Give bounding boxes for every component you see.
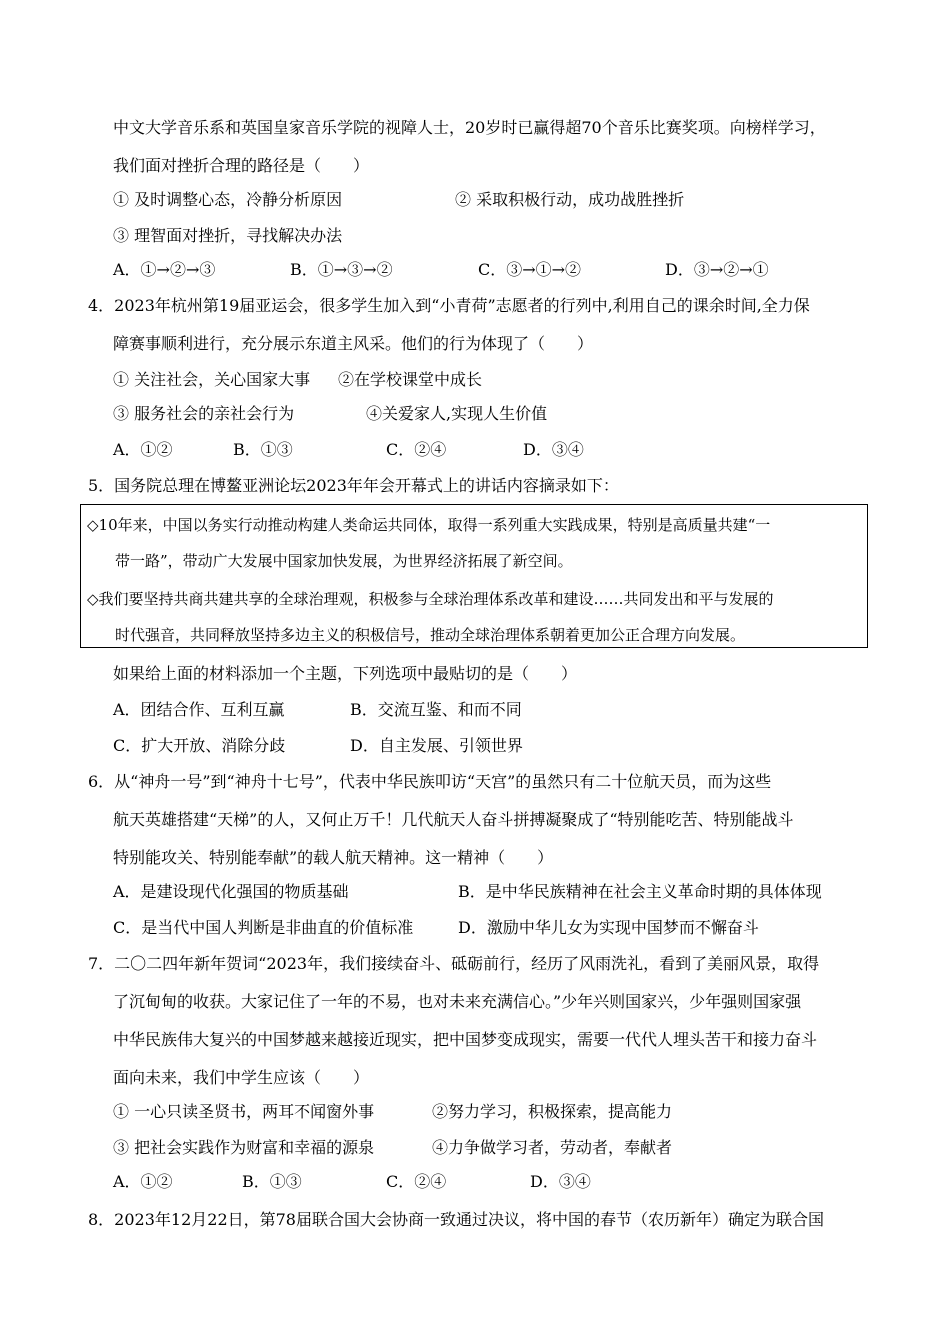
- q6-stem-line2: 航天英雄搭建“天梯”的人，又何止万千！几代航天人奋斗拼搏凝聚成了“特别能吃苦、特别能战斗: [113, 810, 794, 829]
- q6-stem-line3: 特别能攻关、特别能奉献”的载人航天精神。这一精神（ ）: [113, 848, 554, 867]
- q4-choice-a: A．①②: [113, 440, 173, 459]
- q8-stem-line1: 8．2023年12月22日，第78届联合国大会协商一致通过决议，将中国的春节（农历新年）确定为联合国: [88, 1210, 824, 1229]
- q5-choice-d: D．自主发展、引领世界: [350, 736, 523, 755]
- q7-stem-line1: 7．二〇二四年新年贺词“2023年，我们接续奋斗、砥砺前行，经历了风雨洗礼，看到了美丽风景，取得: [88, 954, 820, 973]
- q7-statement-2: ②努力学习，积极探索，提高能力: [432, 1102, 673, 1121]
- q4-statement-1: ① 关注社会，关心国家大事: [113, 370, 311, 389]
- q7-choice-a: A．①②: [113, 1172, 173, 1191]
- q7-statement-1: ① 一心只读圣贤书，两耳不闻窗外事: [113, 1102, 375, 1121]
- q4-choice-d: D．③④: [523, 440, 584, 459]
- q3-choice-a: A．①→②→③: [113, 260, 216, 279]
- q3-statement-2: ② 采取积极行动，成功战胜挫折: [455, 190, 685, 209]
- q5-stem-line1: 5．国务院总理在博鳌亚洲论坛2023年年会开幕式上的讲话内容摘录如下：: [88, 476, 619, 495]
- q5-choice-a: A．团结合作、互利互赢: [113, 700, 285, 719]
- q3-stem-line1: 中文大学音乐系和英国皇家音乐学院的视障人士，20岁时已赢得超70个音乐比赛奖项。向榜样学习，: [113, 118, 826, 137]
- q7-stem-line2: 了沉甸甸的收获。大家记住了一年的不易，也对未来充满信心。”少年兴则国家兴，少年强则国家强: [113, 992, 802, 1011]
- q6-choice-b: B．是中华民族精神在社会主义革命时期的具体体现: [458, 882, 822, 901]
- q4-statement-3: ③ 服务社会的亲社会行为: [113, 404, 295, 423]
- q3-choice-b: B．①→③→②: [290, 260, 393, 279]
- q5-quote-2b: 时代强音，共同释放坚持多边主义的积极信号，推动全球治理体系朝着更加公正合理方向发展。: [115, 626, 746, 644]
- q7-stem-line3: 中华民族伟大复兴的中国梦越来越接近现实，把中国梦变成现实，需要一代代人埋头苦干和接力奋斗: [113, 1030, 818, 1049]
- q5-quote-2a: ◇我们要坚持共商共建共享的全球治理观，积极参与全球治理体系改革和建设……共同发出和平与发展的: [87, 590, 774, 608]
- q3-stem-line2: 我们面对挫折合理的路径是（ ）: [113, 156, 370, 175]
- q4-statement-2: ②在学校课堂中成长: [338, 370, 483, 389]
- q4-statement-4: ④关爱家人,实现人生价值: [366, 404, 548, 423]
- q6-choice-c: C．是当代中国人判断是非曲直的价值标准: [113, 918, 414, 937]
- q7-choice-b: B．①③: [242, 1172, 302, 1191]
- q7-stem-line4: 面向未来，我们中学生应该（ ）: [113, 1068, 370, 1087]
- q3-choice-c: C．③→①→②: [478, 260, 582, 279]
- q4-stem-line1: 4．2023年杭州第19届亚运会，很多学生加入到“小青荷”志愿者的行列中,利用自己的课余时间,全力保: [88, 296, 810, 315]
- q5-choice-c: C．扩大开放、消除分歧: [113, 736, 286, 755]
- q7-statement-4: ④力争做学习者，劳动者，奉献者: [432, 1138, 673, 1157]
- q6-choice-d: D．激励中华儿女为实现中国梦而不懈奋斗: [458, 918, 759, 937]
- q6-choice-a: A．是建设现代化强国的物质基础: [113, 882, 349, 901]
- q7-choice-d: D．③④: [530, 1172, 591, 1191]
- q4-choice-c: C．②④: [386, 440, 447, 459]
- q5-quote-box: [80, 504, 868, 648]
- q3-choice-d: D．③→②→①: [665, 260, 769, 279]
- q5-choice-b: B．交流互鉴、和而不同: [350, 700, 522, 719]
- q3-statement-3: ③ 理智面对挫折，寻找解决办法: [113, 226, 343, 245]
- q3-statement-1: ① 及时调整心态，冷静分析原因: [113, 190, 343, 209]
- q5-stem-line2: 如果给上面的材料添加一个主题，下列选项中最贴切的是（ ）: [113, 664, 578, 683]
- q4-choice-b: B．①③: [233, 440, 293, 459]
- q4-stem-line2: 障赛事顺利进行，充分展示东道主风采。他们的行为体现了（ ）: [113, 334, 594, 353]
- q5-quote-1a: ◇10年来，中国以务实行动推动构建人类命运共同体，取得一系列重大实践成果，特别是高质量共建“一: [87, 516, 771, 534]
- q5-quote-1b: 带一路”，带动广大发展中国家加快发展，为世界经济拓展了新空间。: [115, 552, 573, 570]
- q7-statement-3: ③ 把社会实践作为财富和幸福的源泉: [113, 1138, 375, 1157]
- q6-stem-line1: 6．从“神舟一号”到“神舟十七号”，代表中华民族叩访“天宫”的虽然只有二十位航天员，而为这些: [88, 772, 772, 791]
- q7-choice-c: C．②④: [386, 1172, 447, 1191]
